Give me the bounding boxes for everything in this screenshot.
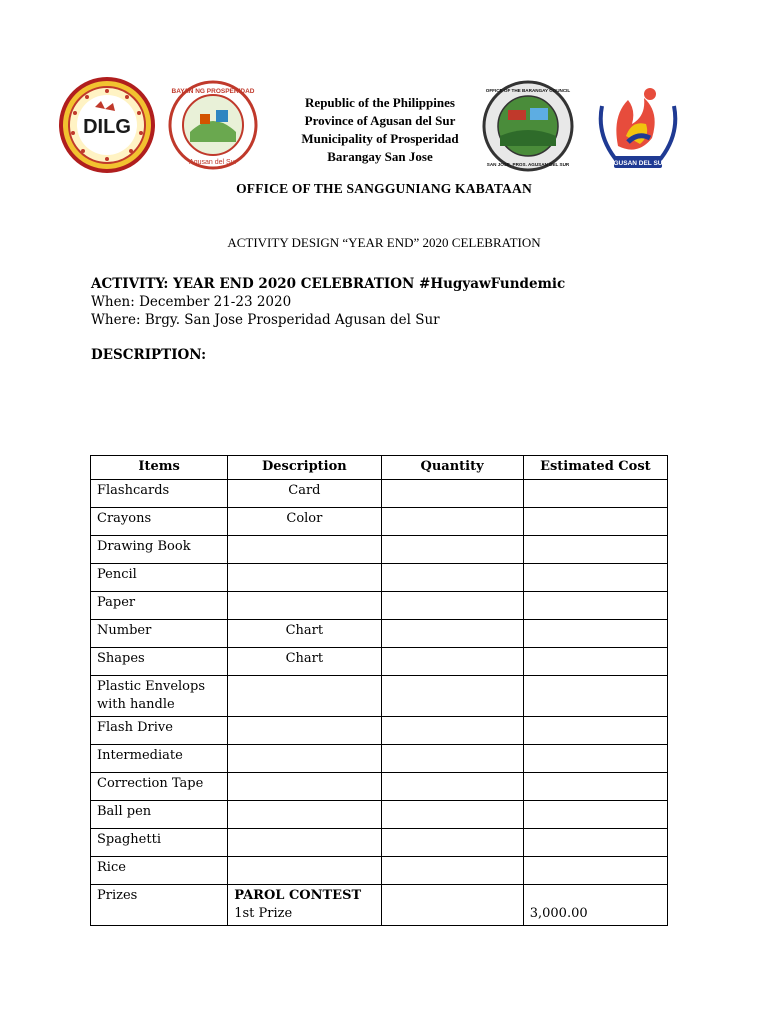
cost-cell: [523, 648, 667, 676]
table-row: [91, 745, 668, 773]
description-cell: [228, 745, 381, 773]
item-cell: Number: [91, 620, 228, 648]
item-cell: Shapes: [91, 648, 228, 676]
table-row: [91, 717, 668, 745]
description-cell: Chart: [228, 620, 381, 648]
item-cell: Flash Drive: [91, 717, 228, 745]
quantity-cell: [381, 801, 523, 829]
header-line-republic: Republic of the Philippines: [305, 95, 455, 110]
cost-cell: [523, 717, 667, 745]
quantity-cell: [381, 480, 523, 508]
quantity-cell: [381, 857, 523, 885]
quantity-cell: [381, 745, 523, 773]
header-quantity: Quantity: [381, 456, 523, 480]
table-row: [91, 620, 668, 648]
cost-cell: [523, 829, 667, 857]
quantity-cell: [381, 508, 523, 536]
activity-when: When: December 21-23 2020: [91, 294, 292, 310]
header-description: Description: [228, 456, 381, 480]
activity-where: Where: Brgy. San Jose Prosperidad Agusan del Sur: [91, 312, 440, 328]
activity-name: ACTIVITY: YEAR END 2020 CELEBRATION #HugyawFundemic: [91, 276, 566, 292]
cost-cell: [523, 676, 667, 717]
activity-design-title: ACTIVITY DESIGN “YEAR END” 2020 CELEBRATION: [227, 235, 541, 250]
brgy-seal-bottom-text: SAN JOSE, PROS. AGUSAN DEL SUR: [486, 162, 570, 167]
bayan-seal-bottom-text: Agusan del Sur: [189, 159, 237, 166]
item-cell-prizes: Prizes: [91, 885, 228, 926]
item-cell: Plastic Envelops with handle: [91, 676, 228, 717]
cost-cell: [523, 745, 667, 773]
item-cell: Ball pen: [91, 801, 228, 829]
description-cell: Card: [228, 480, 381, 508]
description-cell-prizes: [228, 885, 381, 926]
table-row: [91, 648, 668, 676]
header-items: Items: [91, 456, 228, 480]
header-estimated-cost: Estimated Cost: [523, 456, 667, 480]
bayan-seal-top-text: BAYAN NG PROSPERIDAD: [171, 88, 255, 95]
item-cell: Paper: [91, 592, 228, 620]
table-row: [91, 508, 668, 536]
description-cell: [228, 592, 381, 620]
cost-cell: [523, 620, 667, 648]
brgy-seal-top-text: OFFICE OF THE BARANGAY COUNCIL: [485, 88, 571, 93]
item-cell: Flashcards: [91, 480, 228, 508]
bayan-prosperidad-seal: [168, 80, 258, 170]
description-cell: Color: [228, 508, 381, 536]
barangay-council-seal: [482, 80, 574, 172]
item-cell: Correction Tape: [91, 773, 228, 801]
cost-cell-prizes: 3,000.00: [523, 885, 667, 926]
table-body: [91, 480, 668, 926]
quantity-cell: [381, 676, 523, 717]
header-line-barangay: Barangay San Jose: [327, 149, 433, 164]
items-table: [90, 455, 668, 926]
description-cell: [228, 829, 381, 857]
letterhead: [280, 94, 480, 166]
table-row: [91, 480, 668, 508]
table-row: [91, 592, 668, 620]
description-cell: [228, 857, 381, 885]
cost-cell: [523, 592, 667, 620]
cost-cell: [523, 857, 667, 885]
cost-cell: [523, 801, 667, 829]
description-cell: [228, 536, 381, 564]
table-row: [91, 773, 668, 801]
item-cell: Intermediate: [91, 745, 228, 773]
description-cell: [228, 801, 381, 829]
dilg-logo: [57, 77, 157, 173]
item-cell: Crayons: [91, 508, 228, 536]
office-title: OFFICE OF THE SANGGUNIANG KABATAAN: [236, 181, 532, 196]
item-cell: Rice: [91, 857, 228, 885]
prize-rank: 1st Prize: [234, 906, 293, 921]
quantity-cell: [381, 536, 523, 564]
table-row: [91, 801, 668, 829]
item-cell: Pencil: [91, 564, 228, 592]
table-row: [91, 564, 668, 592]
description-cell: [228, 717, 381, 745]
activity-info: [91, 275, 565, 329]
quantity-cell: [381, 564, 523, 592]
quantity-cell: [381, 620, 523, 648]
cost-cell: [523, 773, 667, 801]
description-cell: [228, 773, 381, 801]
description-label: DESCRIPTION:: [91, 347, 207, 363]
cost-cell: [523, 564, 667, 592]
description-cell: Chart: [228, 648, 381, 676]
description-cell: [228, 564, 381, 592]
quantity-cell: [381, 592, 523, 620]
header-line-province: Province of Agusan del Sur: [304, 113, 456, 128]
table-row: [91, 829, 668, 857]
quantity-cell: [381, 717, 523, 745]
cost-cell: [523, 480, 667, 508]
item-cell: Drawing Book: [91, 536, 228, 564]
sk-logo-text: AGUSAN DEL SUR: [608, 160, 668, 167]
sk-agusan-logo: [588, 76, 688, 176]
quantity-cell: [381, 885, 523, 926]
table-row: [91, 536, 668, 564]
description-cell: [228, 676, 381, 717]
table-row: [91, 676, 668, 717]
prize-contest-title: PAROL CONTEST: [234, 888, 362, 903]
table-header-row: [91, 456, 668, 480]
cost-cell: [523, 536, 667, 564]
item-cell: Spaghetti: [91, 829, 228, 857]
header-line-municipality: Municipality of Prosperidad: [301, 131, 459, 146]
table-row: [91, 857, 668, 885]
quantity-cell: [381, 648, 523, 676]
table-row-prizes: [91, 885, 668, 926]
cost-cell: [523, 508, 667, 536]
quantity-cell: [381, 829, 523, 857]
dilg-logo-text: DILG: [83, 116, 131, 138]
quantity-cell: [381, 773, 523, 801]
